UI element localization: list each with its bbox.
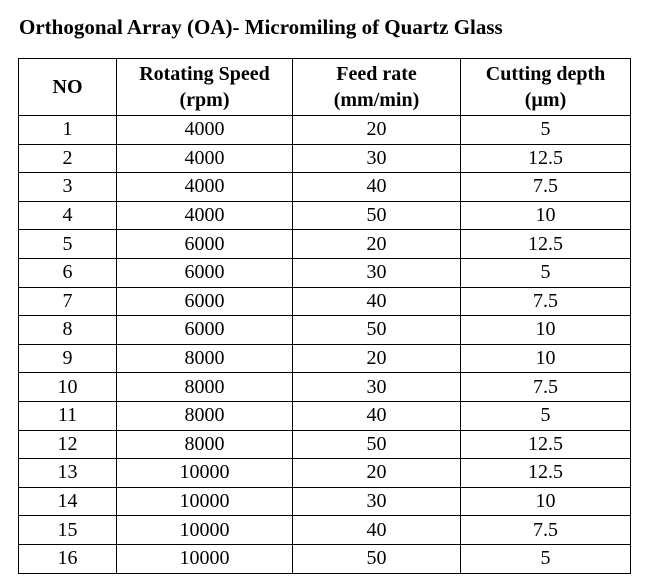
cell-rotating-speed: 10000 [117,487,293,516]
cell-cutting-depth: 5 [461,544,631,573]
cell-feed-rate: 40 [293,516,461,545]
cell-feed-rate: 20 [293,230,461,259]
cell-cutting-depth: 10 [461,487,631,516]
cell-rotating-speed: 4000 [117,116,293,145]
cell-no: 2 [19,144,117,173]
header-no [19,59,117,116]
header-rotating-speed-unit: (rpm) [179,89,230,111]
table-row [19,287,631,316]
cell-cutting-depth: 10 [461,344,631,373]
cell-feed-rate: 20 [293,344,461,373]
cell-cutting-depth: 12.5 [461,230,631,259]
header-feed-rate [293,59,461,116]
header-cutting-depth [461,59,631,116]
header-rotating-speed [117,59,293,116]
cell-no: 14 [19,487,117,516]
table-title: Orthogonal Array (OA)- Micromiling of Quartz Glass [19,15,503,39]
cell-cutting-depth: 10 [461,316,631,345]
header-feed-rate-unit: (mm/min) [333,89,420,111]
cell-cutting-depth: 5 [461,258,631,287]
cell-no: 8 [19,316,117,345]
table-row [19,401,631,430]
cell-rotating-speed: 6000 [117,230,293,259]
cell-feed-rate: 30 [293,258,461,287]
cell-cutting-depth: 7.5 [461,173,631,202]
cell-no: 10 [19,373,117,402]
table-row [19,173,631,202]
cell-rotating-speed: 6000 [117,258,293,287]
table-row [19,116,631,145]
cell-cutting-depth: 12.5 [461,459,631,488]
cell-no: 9 [19,344,117,373]
cell-no: 12 [19,430,117,459]
header-row [19,59,631,116]
table-row [19,344,631,373]
table-row [19,316,631,345]
header-no-label: NO [52,76,83,98]
table-row [19,144,631,173]
cell-feed-rate: 50 [293,201,461,230]
cell-rotating-speed: 10000 [117,516,293,545]
cell-cutting-depth: 5 [461,116,631,145]
cell-cutting-depth: 7.5 [461,516,631,545]
cell-cutting-depth: 5 [461,401,631,430]
cell-rotating-speed: 4000 [117,173,293,202]
table-row [19,459,631,488]
cell-rotating-speed: 8000 [117,401,293,430]
table-row [19,373,631,402]
table-row [19,230,631,259]
cell-no: 1 [19,116,117,145]
cell-no: 15 [19,516,117,545]
table-row [19,487,631,516]
cell-cutting-depth: 7.5 [461,287,631,316]
cell-feed-rate: 50 [293,316,461,345]
cell-rotating-speed: 8000 [117,373,293,402]
cell-feed-rate: 30 [293,487,461,516]
cell-feed-rate: 30 [293,373,461,402]
cell-cutting-depth: 12.5 [461,430,631,459]
cell-no: 4 [19,201,117,230]
cell-no: 16 [19,544,117,573]
cell-no: 11 [19,401,117,430]
cell-rotating-speed: 8000 [117,430,293,459]
cell-rotating-speed: 4000 [117,201,293,230]
cell-no: 13 [19,459,117,488]
table-row [19,544,631,573]
cell-feed-rate: 50 [293,430,461,459]
cell-cutting-depth: 7.5 [461,373,631,402]
cell-feed-rate: 20 [293,459,461,488]
table-row [19,516,631,545]
cell-no: 5 [19,230,117,259]
cell-feed-rate: 40 [293,401,461,430]
cell-cutting-depth: 10 [461,201,631,230]
cell-feed-rate: 50 [293,544,461,573]
header-cutting-depth-unit: (µm) [524,89,567,111]
cell-rotating-speed: 6000 [117,316,293,345]
cell-rotating-speed: 10000 [117,544,293,573]
cell-rotating-speed: 8000 [117,344,293,373]
cell-no: 6 [19,258,117,287]
header-rotating-speed-label: Rotating Speed [139,63,270,85]
header-cutting-depth-label: Cutting depth [485,63,606,85]
cell-rotating-speed: 4000 [117,144,293,173]
cell-feed-rate: 30 [293,144,461,173]
table-row [19,258,631,287]
cell-cutting-depth: 12.5 [461,144,631,173]
orthogonal-array-table [18,58,631,574]
cell-feed-rate: 40 [293,287,461,316]
table-body [19,116,631,574]
cell-rotating-speed: 10000 [117,459,293,488]
table-row [19,430,631,459]
header-feed-rate-label: Feed rate [336,63,417,85]
cell-feed-rate: 40 [293,173,461,202]
table-row [19,201,631,230]
cell-rotating-speed: 6000 [117,287,293,316]
cell-no: 3 [19,173,117,202]
cell-no: 7 [19,287,117,316]
cell-feed-rate: 20 [293,116,461,145]
